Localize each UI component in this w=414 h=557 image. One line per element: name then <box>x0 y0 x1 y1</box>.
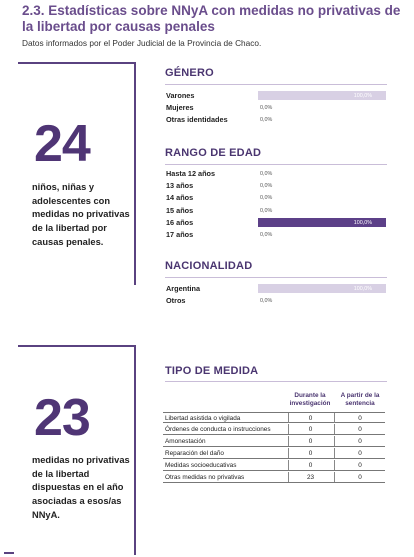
bar-row <box>166 102 388 114</box>
bar-value-label: 0,0% <box>260 298 273 304</box>
bar-row <box>166 229 388 241</box>
table-row <box>163 436 385 447</box>
table-row <box>163 412 385 423</box>
table-row <box>163 424 385 435</box>
table-cell-sentencia: 0 <box>358 438 362 445</box>
table-cell-investigacion: 0 <box>308 426 313 433</box>
bar-track <box>258 230 386 239</box>
bar-label: Argentina <box>166 284 201 293</box>
table-cell-label: Libertad asistida o vigilada <box>165 415 241 422</box>
bar-label: Hasta 12 años <box>166 169 216 178</box>
bar-value-label: 0,0% <box>260 207 273 214</box>
bar-label: 13 años <box>166 181 194 191</box>
measures-count-description: medidas no privativas de la libertad dispuestas en el año asociadas a esos/as NNyA. <box>32 455 130 520</box>
bar-row <box>166 217 388 229</box>
bar-value-label: 0,0% <box>260 183 273 190</box>
table-cell-label: Otras medidas no privativas <box>165 474 245 481</box>
tipo-medida-divider <box>165 381 387 382</box>
bar-value-label: 0,0% <box>260 117 273 123</box>
measures-count: 23 <box>34 389 90 447</box>
column-header-sentencia: A partir de la sentencia <box>340 392 380 407</box>
column-header-investigacion: Durante la investigación <box>289 392 331 407</box>
column-separator <box>334 460 335 470</box>
table-row <box>163 472 385 483</box>
table-row <box>163 460 385 471</box>
bar-label: 14 años <box>166 193 194 203</box>
bar-track <box>258 115 386 124</box>
bar-track <box>258 169 386 178</box>
column-separator <box>334 413 335 423</box>
bar-row <box>166 180 388 192</box>
bar-value-label: 100,0% <box>353 93 372 99</box>
bar-track <box>258 296 386 305</box>
table-cell-sentencia: 0 <box>358 450 362 457</box>
bar-track <box>258 91 386 100</box>
page-title: 2.3. Estadísticas sobre NNyA con medidas no privativas de la libertad por causas penales <box>22 3 401 34</box>
page-subtitle: Datos informados por el Poder Judicial de la Provincia de Chaco. <box>22 38 262 48</box>
bar-row <box>166 295 388 307</box>
bar-label: 16 años <box>166 217 194 227</box>
nacionalidad-divider <box>165 277 387 278</box>
bar-row <box>166 114 388 126</box>
footer-mark <box>4 552 14 554</box>
bar-row <box>166 205 388 217</box>
bar-label: Otros <box>166 296 186 305</box>
bar-row <box>166 168 388 180</box>
bar-track <box>258 103 386 112</box>
bar-row <box>166 90 388 102</box>
genero-divider <box>165 84 387 85</box>
bar-value-label: 0,0% <box>260 232 273 238</box>
table-cell-sentencia: 0 <box>358 474 362 481</box>
table-cell-label: Medidas socioeducativas <box>165 462 237 469</box>
bar-row <box>166 283 388 295</box>
table-cell-label: Reparación del daño <box>165 450 224 457</box>
bar-track <box>258 218 386 227</box>
table-row <box>163 448 385 459</box>
table-cell-investigacion: 0 <box>308 438 313 445</box>
table-cell-sentencia: 0 <box>358 462 362 469</box>
table-cell-investigacion: 0 <box>308 415 313 422</box>
table-cell-sentencia: 0 <box>358 426 362 433</box>
bar-label: Otras identidades <box>166 115 228 124</box>
bar-value-label: 0,0% <box>260 171 273 177</box>
column-separator <box>334 472 335 482</box>
bar-track <box>258 206 386 215</box>
table-cell-investigacion: 0 <box>308 462 313 469</box>
column-separator <box>334 424 335 434</box>
children-count-description: niños, niñas y adolescentes con medidas no privativas de la libertad por causas penales. <box>32 182 130 247</box>
bar-label: 17 años <box>166 230 194 239</box>
bar-label: Mujeres <box>166 103 194 112</box>
bar-value-label: 0,0% <box>260 195 273 202</box>
bar-row <box>166 192 388 204</box>
table-cell-label: Órdenes de conducta o instrucciones <box>165 426 271 433</box>
table-cell-investigacion: 23 <box>306 474 315 481</box>
bar-value-label: 100,0% <box>353 286 372 292</box>
nacionalidad-title: NACIONALIDAD <box>165 260 253 272</box>
bar-label: 15 años <box>166 205 194 215</box>
edad-title: RANGO DE EDAD <box>165 147 262 159</box>
edad-divider <box>165 164 387 165</box>
tipo-medida-title: TIPO DE MEDIDA <box>165 365 259 377</box>
bar-value-label: 0,0% <box>260 105 273 111</box>
genero-title: GÉNERO <box>165 67 214 79</box>
bar-label: Varones <box>166 91 195 100</box>
column-separator <box>334 448 335 458</box>
table-cell-investigacion: 0 <box>308 450 313 457</box>
summary-panel-measures <box>18 345 136 555</box>
bar-track <box>258 193 386 202</box>
bar-value-label: 100,0% <box>353 219 372 226</box>
bar-track <box>258 284 386 293</box>
bar-track <box>258 181 386 190</box>
column-separator <box>334 436 335 446</box>
table-cell-label: Amonestación <box>165 438 206 445</box>
table-cell-sentencia: 0 <box>358 415 362 422</box>
children-count: 24 <box>34 115 90 173</box>
